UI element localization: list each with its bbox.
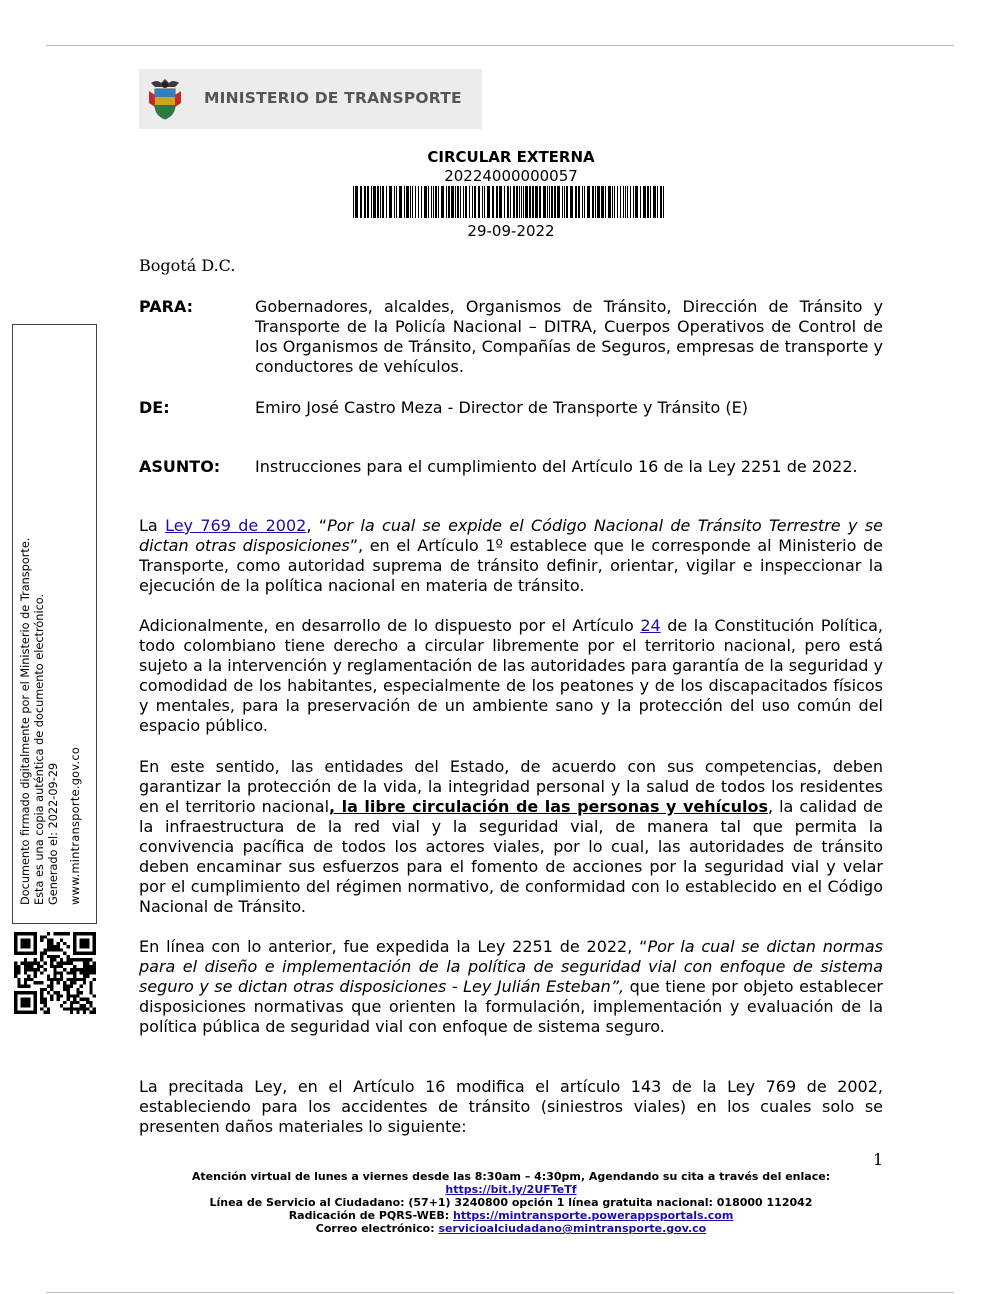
coat-of-arms-icon [147,77,183,121]
circular-date: 29-09-2022 [467,222,555,240]
city: Bogotá D.C. [139,256,236,275]
de-value: Emiro José Castro Meza - Director de Transporte y Tránsito (E) [255,398,748,417]
paragraph-2: Adicionalmente, en desarrollo de lo dispuesto por el Artículo 24 de la Constitución Política, todo colombiano tiene derecho a circular libremente por el territorio nacional, pero está sujeto a la intervención y reglamentación de las autoridades para garantía de la seguridad y comodidad de los habitantes, especialmente de los peatones y de los discapacitados físicos y mentales, para la preservación de un ambiente sano y la protección del uso común del espacio público. [139,616,884,735]
paragraph-3: En este sentido, las entidades del Estado, de acuerdo con sus competencias, deben garantizar la protección de la vida, la integridad personal y la salud de todos los residentes en el territorio nacional, la libre circulación de las personas y vehículos, la calidad de la infraestructura de la red vial y la seguridad vial, de manera tal que permita la convivencia pacífica de todos los actores viales, por lo cual, las autoridades de tránsito deben encaminar sus esfuerzos para el fomento de acciones por la seguridad vial y velar por el cumplimiento del régimen normativo, de conformidad con lo establecido en el Código Nacional de Tránsito. [139,757,883,916]
articulo-24-link[interactable]: 24 [640,616,661,635]
para-label: PARA: [139,297,194,316]
ministry-logo-banner [139,69,482,129]
circular-title: CIRCULAR EXTERNA [427,148,595,166]
pqrs-link[interactable]: https://mintransporte.powerappsportals.com [453,1209,734,1222]
qr-code-image [14,932,96,1014]
sidebar-website: www.mintransporte.gov.co [69,746,82,905]
barcode-image [353,186,667,218]
bottom-divider [46,1292,954,1293]
citas-link[interactable]: https://bit.ly/2UFTeTf [445,1183,577,1196]
top-divider [46,45,954,46]
footer-line-5: Correo electrónico: servicioalciudadano@mintransporte.gov.co [315,1222,707,1235]
footer-line-2 [0,1183,1000,1197]
asunto-value: Instrucciones para el cumplimiento del Artículo 16 de la Ley 2251 de 2022. [255,457,858,476]
footer-line-3: Línea de Servicio al Ciudadano: (57+1) 3240800 opción 1 línea gratuita nacional: 018000 112042 [209,1196,813,1209]
email-link[interactable]: servicioalciudadano@mintransporte.gov.co [438,1222,707,1235]
para-value: Gobernadores, alcaldes, Organismos de Tránsito, Dirección de Tránsito y Transporte de la Policía Nacional – DITRA, Cuerpos Operativos de Control de los Organismos de Tránsito, Compañías de Seguros, empresas de transporte y conductores de vehículos. [255,297,883,376]
signature-line-2: Esta es una copia auténtica de documento electrónico. [33,593,46,905]
footer-line-1: Atención virtual de lunes a viernes desde las 8:30am – 4:30pm, Agendando su cita a través del enlace: [191,1170,831,1183]
paragraph-1: La Ley 769 de 2002, “Por la cual se expide el Código Nacional de Tránsito Terrestre y se dictan otras disposiciones”, en el Artículo 1º establece que le corresponde al Ministerio de Transporte, como autoridad suprema de tránsito definir, orientar, vigilar e inspeccionar la ejecución de la política nacional en materia de tránsito. [139,516,883,595]
ministry-name: MINISTERIO DE TRANSPORTE [204,89,462,107]
paragraph-4: En línea con lo anterior, fue expedida la Ley 2251 de 2022, “Por la cual se dictan normas para el diseño e implementación de la política de seguridad vial con enfoque de sistema seguro y se dictan otras disposiciones - Ley Julián Esteban”, que tiene por objeto establecer disposiciones normativas que orienten la formulación, implementación y evaluación de la política pública de seguridad vial con enfoque de sistema seguro. [139,937,883,1036]
de-label: DE: [139,398,170,417]
digital-signature-box [12,324,97,924]
footer-line-4: Radicación de PQRS-WEB: https://mintransporte.powerappsportals.com [288,1209,734,1222]
circular-number: 20224000000057 [444,167,578,185]
asunto-label: ASUNTO: [139,457,221,476]
ley-769-link[interactable]: Ley 769 de 2002 [165,516,307,535]
page-number: 1 [873,1150,884,1169]
paragraph-5: La precitada Ley, en el Artículo 16 modifica el artículo 143 de la Ley 769 de 2002, estableciendo para los accidentes de tránsito (siniestros viales) en los cuales solo se presenten daños materiales lo siguiente: [139,1077,883,1136]
signature-line-1: Documento firmado digitalmente por el Ministerio de Transporte. [19,537,32,905]
signature-line-3: Generado el: 2022-09-29 [47,762,60,905]
